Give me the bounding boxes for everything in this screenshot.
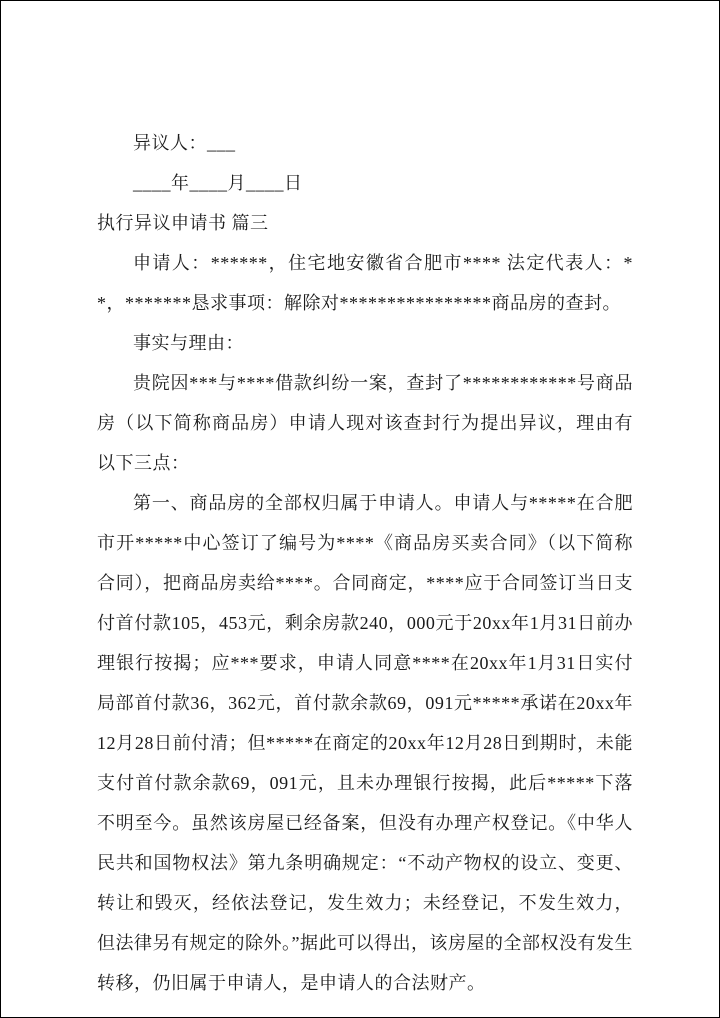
first-point-paragraph: 第一、商品房的全部权归属于申请人。申请人与*****在合肥市开*****中心签订了编号为****《商品房买卖合同》（以下简称合同），把商品房卖给****。合同商定，****应于合同签订当日支付首付款105，453元，剩余房款240，000元于20xx年1月31日前办理银行按揭；应***要求，申请人同意****在20xx年1月31日实付局部首付款36，362元，首付款余款69，091元*****承诺在20xx年12月28日前付清；但*****在商定的20xx年12月28日到期时，未能支付首付款余款69，091元，且未办理银行按揭，此后*****下落不明至今。虽然该房屋已经备案，但没有办理产权登记。《中华人民共和国物权法》第九条明确规定：“不动产物权的设立、变更、转让和毁灭，经依法登记，发生效力；未经登记，不发生效力，但法律另有规定的除外。”据此可以得出，该房屋的全部权没有发生转移，仍旧属于申请人，是申请人的合法财产。: [97, 493, 633, 993]
facts-and-reasons-heading: 事实与理由：: [133, 333, 244, 353]
applicant-and-request-paragraph: 申请人：******，住宅地安徽省合肥市**** 法定代表人：**，*******恳求事项：解除对****************商品房的查封。: [97, 253, 633, 313]
case-summary-paragraph: 贵院因***与****借款纠纷一案，查封了************号商品房（以下简称商品房）申请人现对该查封行为提出异议，理由有以下三点：: [97, 373, 633, 473]
document-content: [1, 1, 719, 1003]
objector-line: 异议人：___: [133, 133, 236, 153]
document-title: 执行异议申请书 篇三: [97, 213, 269, 233]
date-line: ____年____月____日: [133, 173, 303, 193]
